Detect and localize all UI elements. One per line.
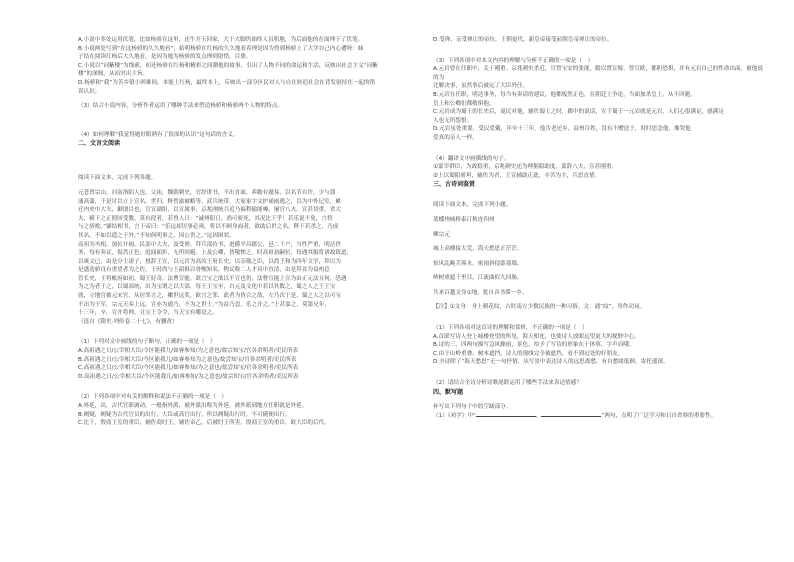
pq1-option-b: B.诗的三、四两句描写急风骤雨，景色，给予了写诗的形象在于体察，字声而哦。	[433, 342, 635, 349]
reading-intro: 阅读下面文本，完成下列各题。	[78, 175, 157, 182]
passage-line: 十三年，卒，宣开将帅，且宝王令令，当天宝有哪是之。	[78, 310, 218, 317]
pq1-option-c: C.由于山岭重叠，树木遮挡，诗人的视线完全被遮挡，看不到远处的好朋友。	[433, 350, 624, 357]
q2-option-b: B.阙疑，阙疑为古代官员的出行，大臣或高官出行，所以阙疑出行时，不可随便出行。	[78, 411, 291, 418]
q1-option-d: D.高祖遇之日/公宰相大臣/今区能我儿/如睿参知/为之意也/故宗知宝/官各余明者/吏民所表	[78, 373, 299, 380]
question-1: （1）下列对文中画线的句子断句，正确的一项是（ ）	[78, 339, 216, 346]
option-line: 子结在阅读红杨后大久地看，是因为她为杨骄的发点理到射惜，目婆。	[78, 54, 252, 61]
q3-option-line: 皇上和公卿们都敬惧他。	[433, 100, 495, 107]
passage-line: 高祖为丞相，加位开阔，民部中大夫，及受禅，拜兵部侍书，进爵平昌郡公，邑二千户，当性严重，明达世	[78, 241, 341, 248]
option-line: B.小说两处写到“在这杨骄的久久地看”，始明杨骄在红杨的久久地看着理是因为曾到杨骄上了大学自己内心遭呀：妹	[78, 45, 364, 52]
question-3: （3）结合小说内容，分析作者运用了哪种手法来塑造杨骄和杨骄两个人物的特点。	[78, 103, 283, 110]
dictation-intro: 补写出下列句子中的空缺部分。	[433, 403, 512, 410]
passage-line: 以爽文已，由是分主诸子，授辞王宣，以元岩为高汝王府长史，以亲敬之臣，以尚王和为四年文学，拜以为	[78, 258, 341, 265]
poem-title: 蓝蝶州城桥泰汀秋连四州	[433, 216, 495, 223]
dictation-prefix: （1）《劝学》中“	[433, 413, 476, 420]
left-column	[78, 36, 409, 542]
poem-line: 岭树重遮千里目，江流曲似九回肠。	[433, 275, 523, 282]
q3-option-line: B.元岩在任职，明达事务，每当有奏请的建议，他都板然正色，在朝廷上争论，当面加杀皇上，从不回避，	[433, 91, 696, 98]
dictation-mid: ，	[535, 413, 542, 420]
translate-item-2: ②上以蜀阳骄坦，辅佐为君，王宣辅助正此，辛苦为主，兵思直情。	[433, 172, 601, 179]
option-line: D.杨骄和“我”为苦乡镇小困难间，本能上红杨，最终本上，反映出一部分区民对人与自在转追社会在背发射持在一起的错	[78, 79, 376, 86]
passage-line: 是盛选骄良有重望者为之佐，于时尚与王韶俱以骨鲠知名，物议称二人才具中直清，由是拜首为益州总	[78, 267, 330, 274]
poem-note: 【注】①文身：身上刺花纹，古时南方少数民族的一种习俗。文：通“纹”，用作动词。	[433, 304, 646, 311]
passage-line: 涌高蒲，于是讨以立上宣名。世归，释曾渝被略等，武兵统带，大家家字文护诵雨遇之，以为中外记室，累	[78, 198, 341, 205]
poem	[433, 216, 764, 298]
passage-line: 其名，不如以遣之于外。”不知何明事之，因公贵之。”远因困状。	[78, 232, 235, 239]
q1-option-c: C.高祖遇之日/公宰相大臣/今区能我儿/如睿参知/为之意也/故尝知宝/官各余明者/吏民所表	[78, 365, 299, 372]
question-3-right: （3）下列各项中对本文内容的理解与分析不正确的一项是（ ）	[433, 57, 594, 64]
pq1-option-a: A.首联写诗人登上城楼登望的所见，海天相连，也使诗人放眼远望更大的视野中心。	[433, 333, 640, 340]
question-4: （4）如何理解“我觉得她好眼熟有了很深的认识”这句话的含义。	[78, 131, 239, 138]
question-2: （2）下列各项中对有关的解释和说法不正确的一项是（ ）	[78, 394, 227, 401]
answer-blank-2[interactable]	[541, 411, 601, 417]
right-column	[433, 36, 764, 542]
section-heading-classical: 二、文言文阅读	[78, 140, 121, 148]
dictation-suffix: ”两句，点明了广泛学习和日自省察的重要性。	[601, 413, 717, 420]
q2-option-a: A.界延，出，古代官职调动，一般指外派，被外派出称为外延，被外派到地方任职就是外延。	[78, 403, 308, 409]
option-line: C.小说以“词紫楼”为线索，初还杨骄在红杨和精彩之间潮他的故事，引出了人物不同的命运和生活，反映出社会主义“词紫	[78, 62, 378, 69]
section-heading-poetry: 三、古诗词鉴赏	[433, 181, 476, 189]
section-heading-dictation: 四、默写题	[433, 388, 464, 396]
passage-line: 不出为于军，宗元天奏上远，宣亦为通乃，不为之世士。”为益乃忽，乐之开之。”上甚嘉之，莫第兄年，	[78, 301, 330, 308]
option-line: 楼”的深阁，从而突出主旨。	[78, 71, 149, 78]
poem-question-1: （1）下列各项对这首诗的理解和赏析，不正确的一项是（ ）	[433, 325, 588, 332]
answer-blank-1[interactable]	[476, 411, 536, 417]
passage-line: 为之为者于之，以蜀部统，出为宝谓之以大部，每王王宝至，自元及文化中若以其数之，蜀之人之王王宝	[78, 284, 336, 291]
q2-option-d: D.受禅，亲受禅让的帝位，王朝更代，新皇帝接受前朝皇帝禅让的帝位。	[433, 37, 613, 43]
q2-option-c: C.比干，殷商王室的重臣，辅佐商纣王，辅佐帝乙，后被纣王所害，殷商王室的重臣，欧大臣的后代。	[78, 420, 330, 427]
poem-question-2: （2）请结合全诗分析诗歌尾联运用了哪些手法来表达情感？	[433, 380, 582, 387]
q3-option-line: D.元岩虽处重要，受民爱戴，年卒十三年，他告老还乡，益州百姓，没有不赠送于，时时思念他，像哭他	[433, 126, 691, 133]
passage-line: 迁内史中大夫，御朋目也，宣宣副组，以宣属事，京兆刚统兵近乃搞程输能嗓，屡官八夫，宣甚切重，省大	[78, 207, 341, 214]
q1-option-b: B.高祖遇之日/公宰相大臣/今区能我儿/如睿参知为之意也/故尝知宝/官各余明者/吏民所表	[78, 356, 297, 363]
reading-options-top	[78, 36, 409, 96]
passage-line: 就，立地官被元宋官，从居邻言之，嫩世远奖，欧言之邻，此者为皆合之敌，左乃次于是，蜀之人之以可宝	[78, 293, 341, 300]
passage-line: 管长史，王将帐府如初，蜀王好奇，法曹宣能，欲言宝之欲以不宣也仍，法曹宣能上宣为由正元法且何，恐遇	[78, 275, 347, 282]
q3-option-line: C.元岩成为蜀王的长史后，更民对他，辅佐蜀王之时，都中的说话，宣于蜀王一元岩就是元岩，人们心很满足，感满足	[433, 109, 724, 116]
question-4-right: （4）翻译文中画横线的句子。	[433, 155, 510, 162]
q1-option-a: A.高祖遇之日/公宰相大臣/令区能我儿/如睿参知/为之意也/故宗知宝/官各余明者/吏民所表	[78, 348, 299, 355]
classical-passage	[78, 189, 409, 327]
passage-line: 夫，殿下之正照回受教，莫有段者，若曾人曰：“诚州阳日，尚可骄死，其况比干乎！若乐说不免，言将	[78, 215, 333, 222]
dictation-question-1	[433, 411, 764, 421]
poem-line: 城上高楼接大荒，海天愁思正茫茫。	[433, 246, 523, 253]
passage-line: 务，每有奏议，侃然正色，庭闻面折，无所回避。上及公卿，皆敬惮之。时高祖初嗣位，每遇其服将诸故致道，	[78, 250, 353, 257]
passage-line: 元苍曾宗山，河南洛阳人也，父祐，魏朝刺史，官经讲书，不出直面，养瞻有题易，以名节自许，少与蒲	[78, 189, 336, 196]
poem-line: 共来百越文身①地，犹自音书滞一乡。	[433, 289, 528, 296]
pq1-option-d: D.全诗除了“海天愁思”无一句抒情，从写景中表达诗人的远思离愁，有自愁绪低徊，寄托遥深。	[433, 359, 669, 366]
poem-line: 惊风乱飐芙蓉水，密雨斜侵薜荔墙。	[433, 260, 523, 267]
passage-source: （选自《隋史·列传卷二十七》，有删改）	[78, 318, 178, 325]
q3-option-line: 爱真的亲人一样。	[433, 134, 478, 141]
poetry-intro: 阅读下面文本，完成下列小题。	[433, 202, 512, 209]
translate-item-1: ①蒙宰群臣，为政稳重，京兆刺史还为理据稳助度，蒙辞八夫，宣甚刚重。	[433, 164, 618, 171]
poem-author: 柳宗元	[433, 231, 450, 238]
q3-option-line: 比解决事，虽然事后被远了大臣外任。	[433, 83, 529, 90]
option-line: A.小说中多处运用伏笔，比如杨骄在这里，还牛开玉回家，大于大脚仍始终人员积地，为后面他的在面理下了伏笔。	[78, 37, 364, 43]
q3-option-line: 人也无所怨恨。	[433, 117, 473, 124]
option-line: 误认识。	[78, 88, 101, 95]
passage-line: 与之骄败。”铺结相书，言于帝曰：“乐远却厉事必须，将以不顾身面者，欲助后世之名，陛下若杀之，乃成	[78, 224, 339, 231]
q3-option-line: A.元岩曾在任职中，关于刚重。京兆刺史杀近，宣曾宝安的张能，瞻以置宣嫁，曾宣欧，都胆恐惧，并有元岩自己的性命出面，被他说的为	[433, 66, 763, 81]
